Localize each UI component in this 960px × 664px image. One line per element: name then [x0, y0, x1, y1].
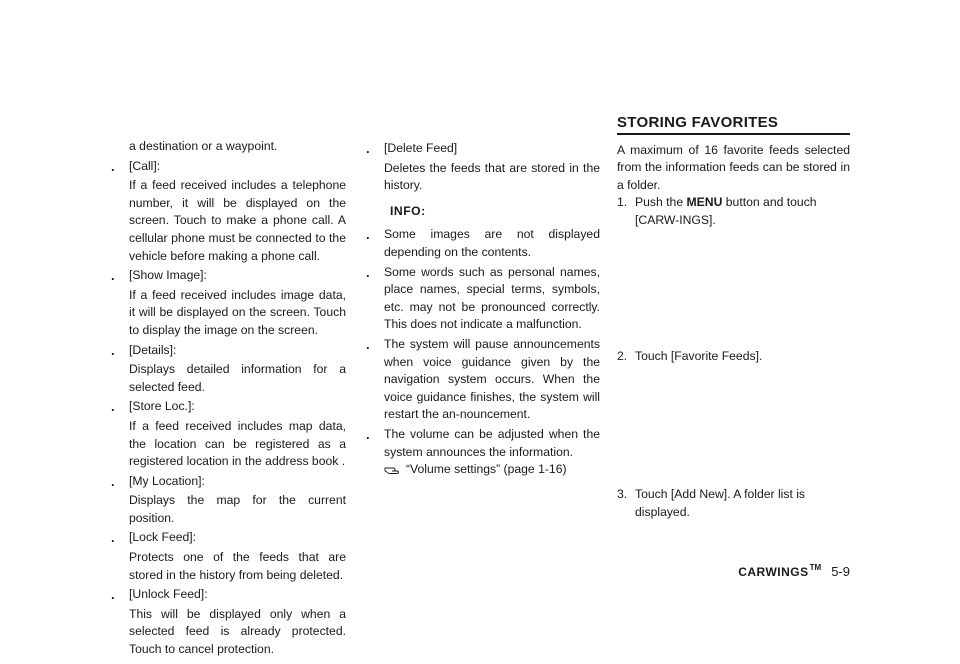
info-text: Some words such as personal names, place names, special terms, symbols, etc. may not be pronounced correctly. This does not indicate a malfunction. — [384, 264, 600, 332]
list-item — [111, 158, 346, 176]
bullet-icon: . — [366, 336, 370, 352]
step-text: Touch [Add New]. A folder list is displayed. — [635, 487, 806, 519]
info-item — [366, 264, 600, 334]
info-text: The volume can be adjusted when the system announces the information. — [384, 426, 600, 459]
left-column — [111, 138, 346, 659]
list-item — [111, 473, 346, 491]
pointing-hand-icon — [384, 464, 400, 476]
info-item — [366, 226, 600, 261]
list-item — [111, 398, 346, 416]
step-text-pre: Push the — [635, 195, 687, 210]
item-description: If a feed received includes image data, it will be displayed on the screen. Touch to display the image on the screen. — [129, 287, 346, 337]
list-item — [111, 342, 346, 360]
item-label: [Show Image]: — [129, 268, 207, 283]
right-column — [617, 114, 850, 521]
page-number: 5-9 — [831, 564, 850, 579]
list-item — [111, 586, 346, 604]
bullet-icon: . — [111, 342, 115, 358]
step-number: 2. — [617, 348, 628, 363]
cross-reference — [366, 461, 600, 479]
bullet-icon: . — [366, 264, 370, 280]
item-label: [Delete Feed] — [384, 141, 458, 155]
item-label: [Lock Feed]: — [129, 530, 197, 545]
step-2 — [617, 348, 850, 366]
item-label: [Store Loc.]: — [129, 399, 195, 414]
list-item — [111, 529, 346, 547]
page-footer — [720, 564, 850, 579]
info-text: The system will pause announcements when voice guidance given by the navigation system occurs. When the voice guidance finishes, the system will restart the an-nouncement. — [384, 336, 600, 422]
step-number: 3. — [617, 487, 628, 502]
intro-text: a destination or a waypoint. — [129, 139, 278, 153]
item-description: If a feed received includes a telephone number, it will be displayed on the screen. Touch to make a phone call. A cellular phone must be connected to the vehicle before making a phone call. — [129, 178, 346, 263]
step-number: 1. — [617, 195, 628, 210]
section-intro: A maximum of 16 favorite feeds selected from the information feeds can be stored in a folder. — [617, 142, 850, 192]
item-description: Displays detailed information for a selected feed. — [129, 362, 346, 394]
brand-name: CARWINGS — [738, 565, 809, 579]
section-title: STORING FAVORITES — [617, 114, 850, 135]
info-heading: INFO: — [390, 203, 426, 218]
item-description: Displays the map for the current position. — [129, 493, 346, 525]
step-text-post: button and touch [CARW-INGS]. — [635, 195, 817, 227]
middle-column — [366, 138, 600, 479]
info-text: Some images are not displayed depending on the contents. — [384, 227, 600, 259]
info-item — [366, 426, 600, 461]
trademark-mark: TM — [809, 563, 822, 572]
item-description: Deletes the feeds that are stored in the history. — [384, 160, 600, 193]
list-item — [111, 267, 346, 285]
bullet-icon: . — [111, 158, 115, 174]
step-3 — [617, 486, 850, 521]
info-list — [366, 226, 600, 461]
item-description: If a feed received includes map data, the location can be registered as a registered location in the address book . — [129, 418, 346, 469]
item-description: This will be displayed only when a selected feed is already protected. Touch to cancel protection. — [129, 606, 346, 657]
bullet-icon: . — [111, 399, 115, 415]
item-label: [My Location]: — [129, 473, 205, 488]
list-item — [366, 140, 600, 158]
bullet-icon: . — [111, 473, 115, 489]
feed-options-list — [111, 158, 346, 659]
bullet-icon: . — [111, 268, 115, 284]
item-description: Protects one of the feeds that are stored in the history from being deleted. — [129, 550, 346, 582]
step-text: Touch [Favorite Feeds]. — [635, 348, 763, 363]
reference-text: “Volume settings” (page 1-16) — [406, 462, 567, 477]
bullet-icon: . — [366, 227, 370, 243]
bullet-icon: . — [111, 530, 115, 546]
item-label: [Call]: — [129, 158, 161, 173]
menu-button-label: MENU — [686, 195, 723, 210]
bullet-icon: . — [111, 587, 115, 603]
bullet-icon: . — [366, 141, 370, 156]
item-label: [Unlock Feed]: — [129, 587, 208, 602]
step-1 — [617, 194, 850, 229]
info-item — [366, 336, 600, 424]
step-text — [635, 194, 850, 229]
bullet-icon: . — [366, 426, 370, 442]
item-label: [Details]: — [129, 342, 177, 357]
